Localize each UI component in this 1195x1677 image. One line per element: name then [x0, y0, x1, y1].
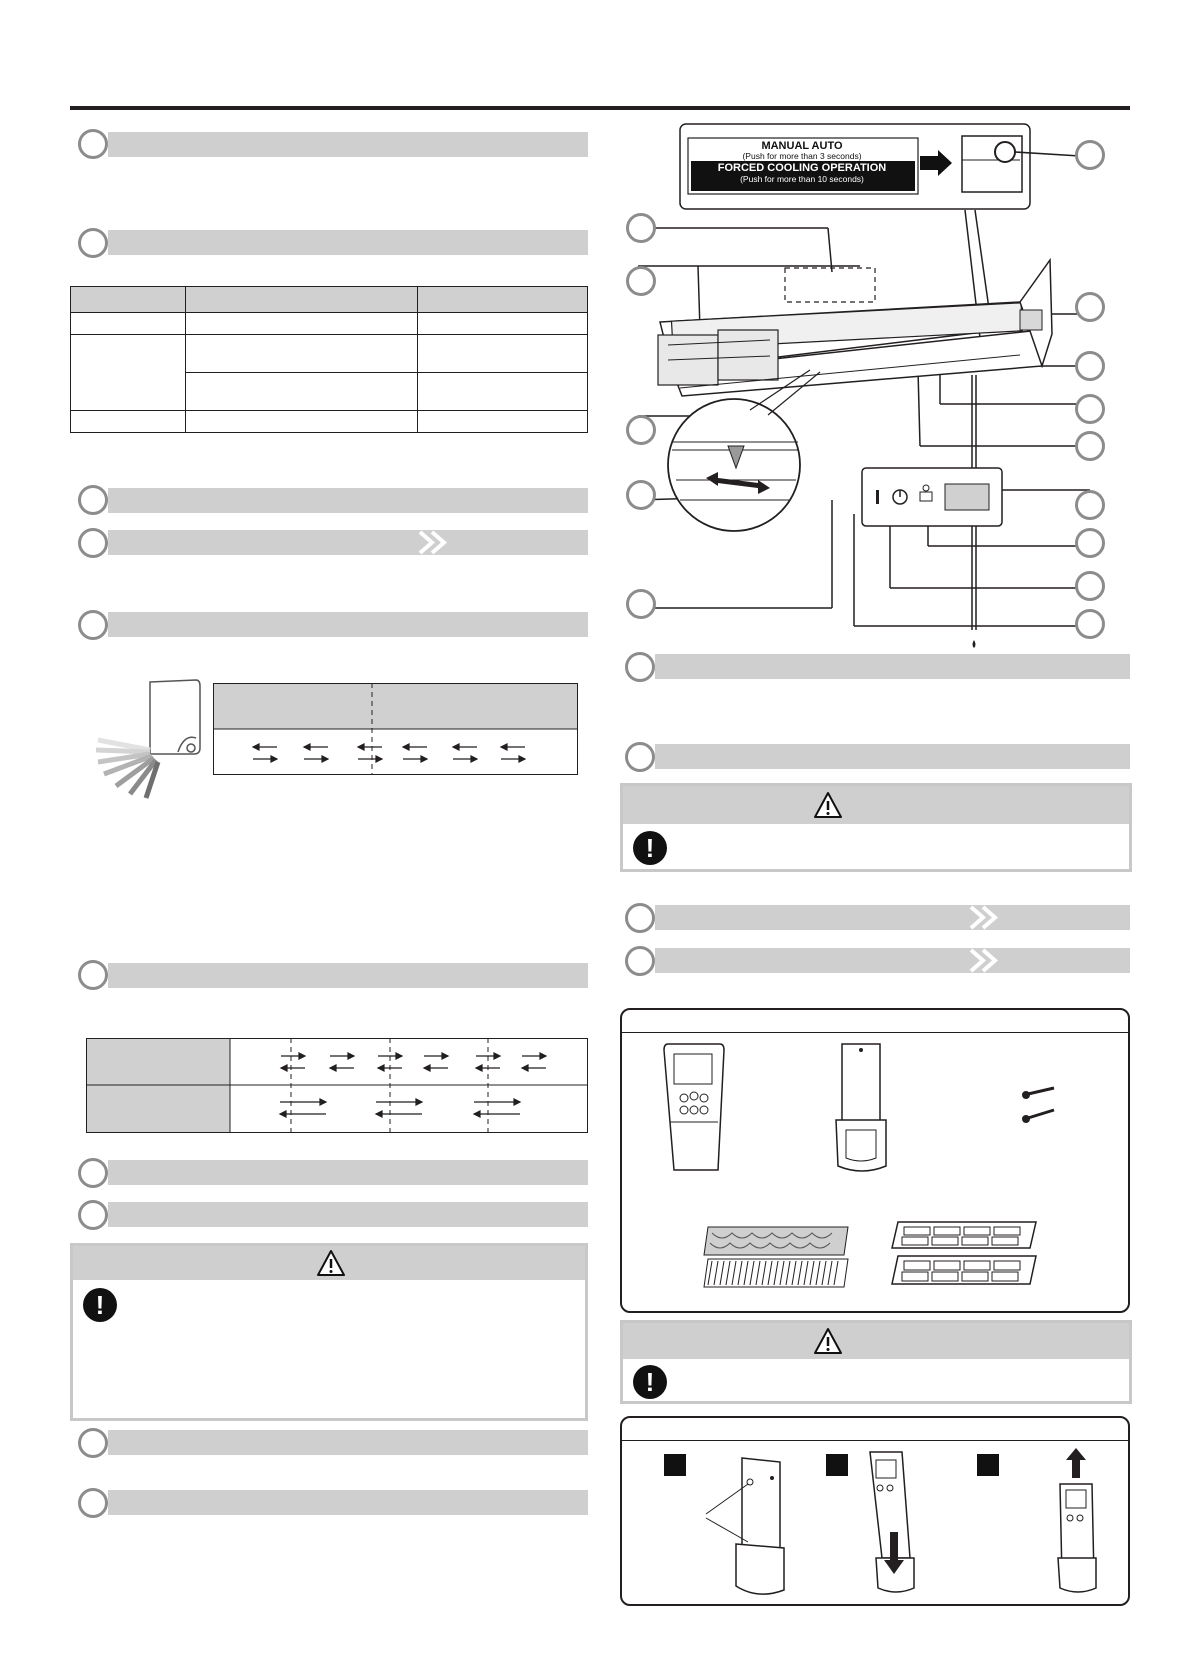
warning-box [620, 1320, 1132, 1404]
manual-auto-note: (Push for more than 3 seconds) [742, 151, 862, 161]
table-cell [186, 411, 418, 433]
section-header-7 [108, 1160, 588, 1185]
warning-triangle-icon [813, 791, 843, 819]
exclamation-circle-icon: ! [633, 831, 667, 865]
callout-bullet [626, 266, 656, 296]
section-bullet [78, 1488, 108, 1518]
section-bullet [78, 485, 108, 515]
warning-header [623, 1323, 1129, 1359]
step-2-insert-remote-image [862, 1448, 922, 1598]
step-2-marker [826, 1454, 848, 1476]
callout-bullet [1075, 140, 1105, 170]
section-header-5 [108, 612, 588, 637]
callout-bullet [626, 480, 656, 510]
warning-box [70, 1243, 588, 1421]
table-cell [71, 411, 186, 433]
top-rule [70, 106, 1130, 110]
manual-auto-label: MANUAL AUTO [761, 140, 843, 152]
holder-installation-panel [620, 1416, 1130, 1606]
section-bullet [78, 960, 108, 990]
table-cell [186, 313, 418, 335]
callout-bullet [1075, 609, 1105, 639]
section-bullet [78, 1200, 108, 1230]
exclamation-circle-icon: ! [83, 1288, 117, 1322]
remote-control-image [660, 1040, 728, 1175]
air-cleaning-filter-image [702, 1225, 852, 1289]
table-cell [418, 373, 588, 411]
screws-image [1020, 1084, 1060, 1134]
forced-cooling-note: (Push for more than 10 seconds) [740, 174, 864, 184]
callout-bullet [1075, 351, 1105, 381]
section-header-r3 [655, 905, 1130, 930]
step-3-marker [977, 1454, 999, 1476]
panel-title-rule [622, 1032, 1128, 1033]
indoor-unit-diagram [620, 120, 1140, 650]
callout-bullet [1075, 571, 1105, 601]
step-1-holder-screw-image [702, 1454, 792, 1599]
section-bullet [625, 903, 655, 933]
panel-title-rule [622, 1440, 1128, 1441]
section-header-3 [108, 488, 588, 513]
section-header-1 [108, 132, 588, 157]
remote-holder-image [832, 1040, 892, 1175]
section-bullet [78, 228, 108, 258]
section-header-6 [108, 963, 588, 988]
table-cell [71, 335, 186, 411]
section-bullet [78, 610, 108, 640]
warning-header [73, 1246, 585, 1280]
forced-cooling-label: FORCED COOLING OPERATION [717, 162, 887, 174]
filter-frames-image [890, 1218, 1040, 1290]
table-cell [418, 411, 588, 433]
table-cell [418, 313, 588, 335]
vertical-airflow-illustration [88, 678, 208, 803]
callout-bullet [1075, 292, 1105, 322]
section-header-2 [108, 230, 588, 255]
step-1-marker [664, 1454, 686, 1476]
warning-header [623, 786, 1129, 824]
double-chevron-icon [967, 948, 1007, 973]
step-3-remove-remote-image [1052, 1448, 1102, 1598]
section-bullet [78, 528, 108, 558]
table-header-cell [186, 287, 418, 313]
section-header-8 [108, 1202, 588, 1227]
horizontal-swing-diagram [86, 1038, 588, 1133]
section-bullet [625, 742, 655, 772]
section-bullet [625, 946, 655, 976]
warning-triangle-icon [813, 1327, 843, 1355]
section-bullet [78, 1428, 108, 1458]
table-cell [186, 335, 418, 373]
mode-table [70, 286, 588, 433]
section-header-10 [108, 1490, 588, 1515]
section-header-r1 [655, 654, 1130, 679]
callout-bullet [626, 415, 656, 445]
double-chevron-icon [967, 905, 1007, 930]
table-cell [186, 373, 418, 411]
table-cell [71, 313, 186, 335]
vertical-swing-diagram [213, 683, 578, 775]
callout-bullet [1075, 528, 1105, 558]
callout-bullet [626, 213, 656, 243]
section-header-9 [108, 1430, 588, 1455]
warning-triangle-icon [316, 1249, 346, 1277]
section-header-4 [108, 530, 588, 555]
table-header-cell [71, 287, 186, 313]
exclamation-circle-icon: ! [633, 1365, 667, 1399]
section-bullet [78, 1158, 108, 1188]
callout-bullet [626, 589, 656, 619]
accessories-panel [620, 1008, 1130, 1313]
section-bullet [625, 652, 655, 682]
warning-box [620, 783, 1132, 872]
callout-bullet [1075, 490, 1105, 520]
table-header-cell [418, 287, 588, 313]
double-chevron-icon [416, 530, 456, 555]
callout-bullet [1075, 394, 1105, 424]
section-header-r4 [655, 948, 1130, 973]
section-bullet [78, 129, 108, 159]
callout-bullet [1075, 431, 1105, 461]
table-cell [418, 335, 588, 373]
section-header-r2 [655, 744, 1130, 769]
